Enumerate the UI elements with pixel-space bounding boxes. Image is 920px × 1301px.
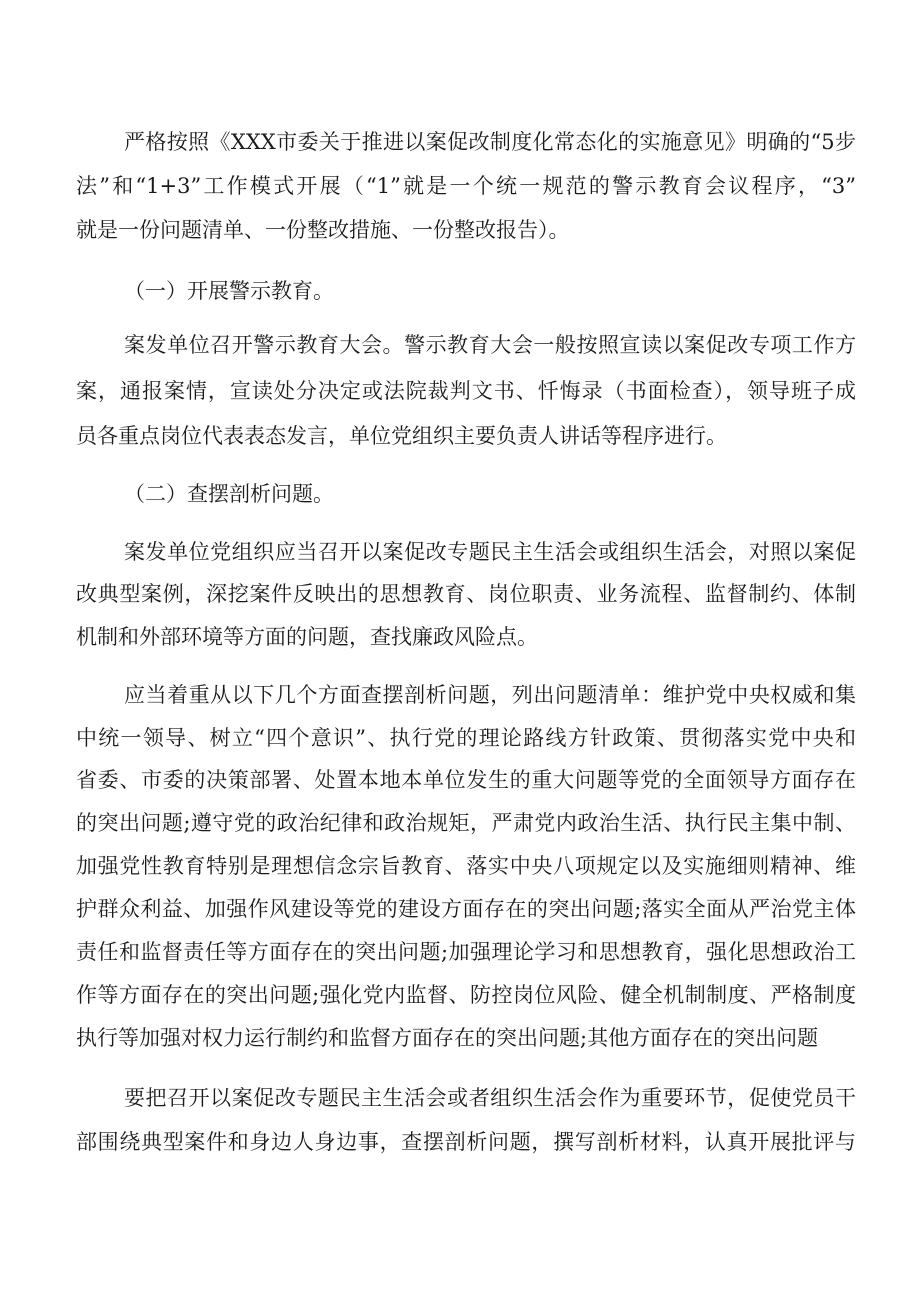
paragraph-3-line-1: 案发单位党组织应当召开以案促改专题民主生活会或组织生活会，对照以案促: [124, 540, 856, 564]
paragraph-4-line-2: 中统一领导、树立“四个意识”、执行党的理论路线方针政策、贯彻落实党中央和: [76, 726, 856, 750]
paragraph-4-line-1: 应当着重从以下几个方面查摆剖析问题，列出问题清单：维护党中央权威和集: [124, 683, 856, 707]
paragraph-1-line-3: 就是一份问题清单、一份整改措施、一份整改报告）。: [76, 218, 570, 242]
paragraph-4-line-4: 的突出问题;遵守党的政治纪律和政治规矩，严肃党内政治生活、执行民主集中制、: [76, 811, 856, 835]
paragraph-4-line-9: 执行等加强对权力运行制约和监督方面存在的突出问题;其他方面存在的突出问题: [76, 1026, 819, 1050]
paragraph-4-line-8: 作等方面存在的突出问题;强化党内监督、防控岗位风险、健全机制制度、严格制度: [76, 983, 856, 1007]
paragraph-4-line-6: 护群众利益、加强作风建设等党的建设方面存在的突出问题;落实全面从严治党主体: [76, 897, 856, 921]
paragraph-1-line-2: 法”和“1+3”工作模式开展（“1”就是一个统一规范的警示教育会议程序，“3”: [76, 174, 856, 198]
paragraph-5-line-2: 部围绕典型案件和身边人身边事，查摆剖析问题，撰写剖析材料，认真开展批评与: [76, 1130, 856, 1154]
paragraph-2-line-3: 员各重点岗位代表表态发言，单位党组织主要负责人讲话等程序进行。: [76, 424, 727, 448]
paragraph-4-line-5: 加强党性教育特别是理想信念宗旨教育、落实中央八项规定以及实施细则精神、维: [76, 854, 856, 878]
section-heading-1: （一）开展警示教育。: [124, 279, 334, 303]
paragraph-2-line-1: 案发单位召开警示教育大会。警示教育大会一般按照宣读以案促改专项工作方: [124, 333, 856, 357]
paragraph-1-line-1: 严格按照《XXX市委关于推进以案促改制度化常态化的实施意见》明确的“5步: [124, 130, 856, 154]
section-heading-2: （二）查摆剖析问题。: [124, 482, 334, 506]
paragraph-3-line-2: 改典型案例，深挖案件反映出的思想教育、岗位职责、业务流程、监督制约、体制: [76, 582, 856, 606]
paragraph-2-line-2: 案，通报案情，宣读处分决定或法院裁判文书、忏悔录（书面检查），领导班子成: [76, 379, 856, 403]
paragraph-5-line-1: 要把召开以案促改专题民主生活会或者组织生活会作为重要环节，促使党员干: [124, 1086, 856, 1110]
paragraph-4-line-7: 责任和监督责任等方面存在的突出问题;加强理论学习和思想教育，强化思想政治工: [76, 940, 856, 964]
paragraph-4-line-3: 省委、市委的决策部署、处置本地本单位发生的重大问题等党的全面领导方面存在: [76, 768, 856, 792]
paragraph-3-line-3: 机制和外部环境等方面的问题，查找廉政风险点。: [76, 625, 538, 649]
